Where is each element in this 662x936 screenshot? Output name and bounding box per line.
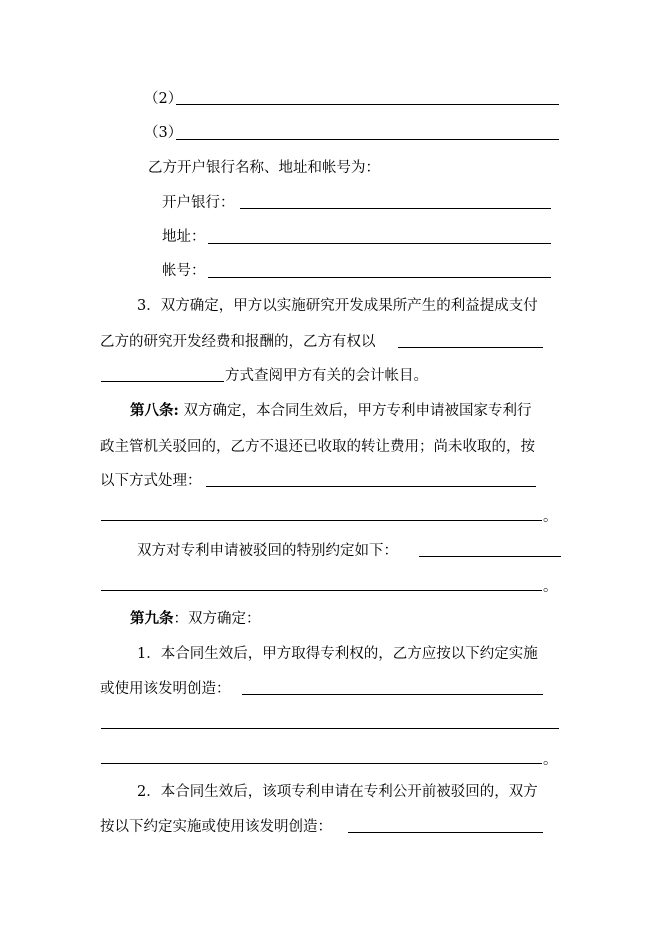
article-9-heading: 第九条 bbox=[130, 610, 174, 627]
item-2-label: （2） bbox=[144, 91, 183, 107]
implementation-blank-a[interactable] bbox=[242, 694, 543, 695]
article-9-text: ：双方确定： bbox=[173, 611, 261, 627]
audit-method-blank-a[interactable] bbox=[398, 347, 543, 348]
article-8-line-3: 以下方式处理： bbox=[100, 473, 202, 489]
account-label: 帐号： bbox=[162, 263, 206, 279]
bank-name-blank[interactable] bbox=[240, 208, 551, 209]
article-8-text: 双方确定，本合同生效后，甲方专利申请被国家专利行 bbox=[178, 403, 532, 419]
para-3-line-2: 乙方的研究开发经费和报酬的，乙方有权以 bbox=[100, 334, 376, 350]
period-3: 。 bbox=[543, 752, 558, 768]
item-3-blank[interactable] bbox=[176, 139, 559, 140]
account-blank[interactable] bbox=[208, 277, 551, 278]
implementation-blank-b[interactable] bbox=[101, 728, 559, 729]
implementation-blank-c[interactable] bbox=[101, 763, 542, 764]
period-1: 。 bbox=[543, 509, 558, 525]
rejection-handling-blank-a[interactable] bbox=[206, 486, 536, 487]
special-agreement-blank-b[interactable] bbox=[101, 590, 542, 591]
article-9-para-1-line-2: 或使用该发明创造： bbox=[100, 681, 231, 697]
period-2: 。 bbox=[543, 579, 558, 595]
special-agreement-blank-a[interactable] bbox=[419, 556, 561, 557]
pre-publication-blank[interactable] bbox=[348, 832, 543, 833]
article-9-para-1-line-1: 1．本合同生效后，甲方取得专利权的，乙方应按以下约定实施 bbox=[137, 646, 538, 662]
article-9-line bbox=[130, 608, 261, 630]
item-2-blank[interactable] bbox=[176, 104, 559, 105]
para-3-line-3: 方式查阅甲方有关的会计帐目。 bbox=[225, 368, 428, 384]
address-blank[interactable] bbox=[208, 243, 551, 244]
article-8-line-1 bbox=[130, 400, 531, 422]
bank-info-intro: 乙方开户银行名称、地址和帐号为： bbox=[148, 160, 380, 176]
rejection-handling-blank-b[interactable] bbox=[101, 520, 542, 521]
article-8-heading: 第八条: bbox=[130, 402, 179, 419]
item-3-label: （3） bbox=[144, 125, 183, 141]
para-3-line-1: 3．双方确定，甲方以实施研究开发成果所产生的利益提成支付 bbox=[137, 298, 538, 314]
article-8-line-2: 政主管机关驳回的，乙方不退还已收取的转让费用；尚未收取的，按 bbox=[100, 439, 535, 455]
audit-method-blank-b[interactable] bbox=[101, 381, 224, 382]
article-9-para-2-line-1: 2．本合同生效后，该项专利申请在专利公开前被驳回的，双方 bbox=[137, 784, 538, 800]
article-9-para-2-line-2: 按以下约定实施或使用该发明创造： bbox=[100, 819, 332, 835]
bank-name-label: 开户银行： bbox=[162, 195, 235, 211]
address-label: 地址： bbox=[162, 229, 206, 245]
special-agreement-label: 双方对专利申请被驳回的特别约定如下： bbox=[137, 543, 398, 559]
